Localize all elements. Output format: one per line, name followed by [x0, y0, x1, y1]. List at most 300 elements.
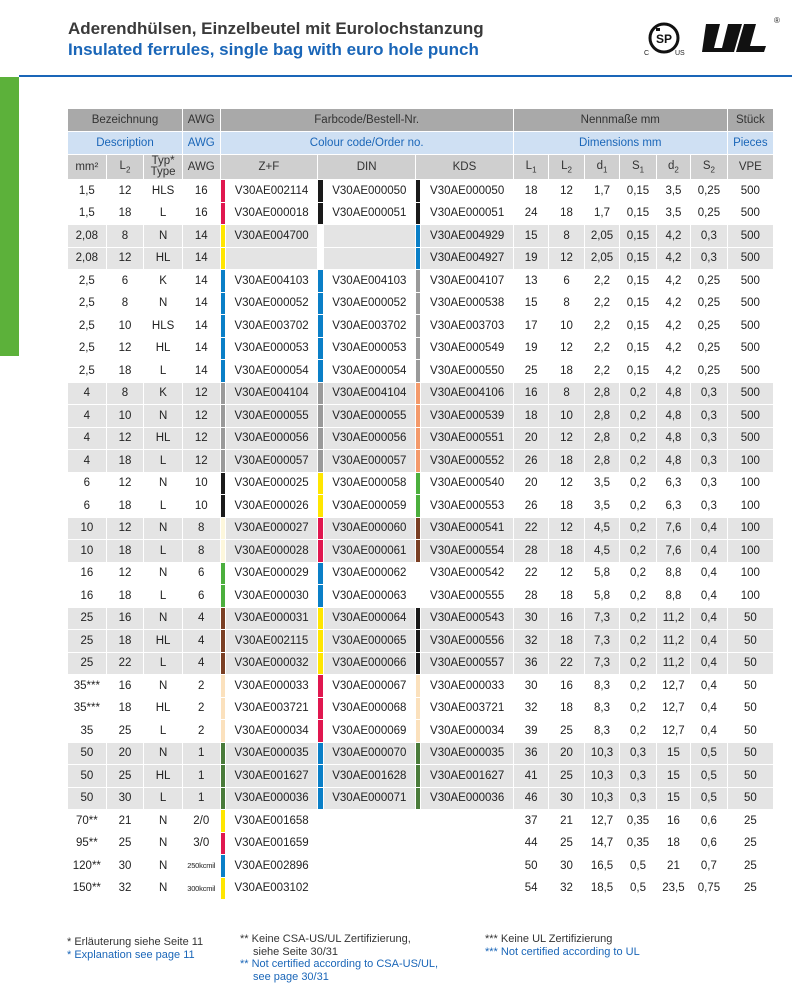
cell-pieces: 50	[727, 630, 773, 653]
cell-dim-l2: 32	[549, 877, 584, 900]
cell-dim-l2: 10	[549, 405, 584, 428]
cell-length-l2: 30	[106, 855, 144, 878]
cell-pieces: 50	[727, 765, 773, 788]
cell-dim-l1: 15	[513, 225, 548, 248]
cell-dim-s1: 0,15	[620, 292, 657, 315]
cell-length-l2: 20	[106, 742, 144, 765]
cell-cross-section: 2,5	[68, 337, 107, 360]
header-bezeichnung: Bezeichnung	[68, 109, 183, 132]
table-row	[68, 292, 774, 315]
cell-length-l2: 16	[106, 675, 144, 698]
cell-dim-s1: 0,5	[620, 855, 657, 878]
cell-dim-l2: 12	[549, 337, 584, 360]
cell-dim-d2: 4,2	[656, 337, 690, 360]
cell-type: N	[144, 810, 183, 833]
table-row	[68, 585, 774, 608]
cell-order-din: V30AE000069	[323, 720, 415, 743]
cell-cross-section: 150**	[68, 877, 107, 900]
cell-dim-s2: 0,25	[691, 337, 728, 360]
cell-type: N	[144, 562, 183, 585]
cell-order-din: V30AE004104	[323, 382, 415, 405]
cell-pieces: 100	[727, 472, 773, 495]
cell-order-kds: V30AE004929	[421, 225, 513, 248]
cell-order-din: V30AE000066	[323, 652, 415, 675]
cell-cross-section: 35***	[68, 675, 107, 698]
col-vpe: VPE	[727, 155, 773, 180]
footnote-type-de: * Erläuterung siehe Seite 11	[67, 936, 204, 948]
cell-order-zf: V30AE000026	[225, 495, 317, 518]
table-row	[68, 652, 774, 675]
cell-dim-l2: 25	[549, 765, 584, 788]
cell-dim-l2: 12	[549, 427, 584, 450]
cell-length-l2: 10	[106, 405, 144, 428]
cell-type: N	[144, 517, 183, 540]
cell-dim-d2: 15	[656, 765, 690, 788]
table-row	[68, 832, 774, 855]
cell-dim-d2: 18	[656, 832, 690, 855]
cell-type: N	[144, 832, 183, 855]
table-row	[68, 225, 774, 248]
cell-dim-l1: 13	[513, 270, 548, 293]
cell-dim-d1: 2,2	[584, 337, 619, 360]
cell-order-zf: V30AE000056	[225, 427, 317, 450]
cell-dim-s2: 0,4	[691, 585, 728, 608]
cell-dim-s2: 0,25	[691, 202, 728, 225]
cell-pieces: 25	[727, 832, 773, 855]
cell-order-din: V30AE000058	[323, 472, 415, 495]
cell-type: L	[144, 787, 183, 810]
cell-order-din: V30AE000052	[323, 292, 415, 315]
cell-order-zf: V30AE000052	[225, 292, 317, 315]
cell-dim-s1: 0,2	[620, 607, 657, 630]
cell-dim-l2: 22	[549, 652, 584, 675]
cell-dim-d1: 16,5	[584, 855, 619, 878]
cell-dim-l1: 32	[513, 630, 548, 653]
cell-dim-s2: 0,4	[691, 675, 728, 698]
cell-awg: 250kcmil	[182, 855, 220, 878]
cell-dim-d1: 5,8	[584, 562, 619, 585]
cell-dim-l1: 30	[513, 607, 548, 630]
cell-awg: 10	[182, 472, 220, 495]
cell-order-kds: V30AE000035	[421, 742, 513, 765]
cell-dim-l2: 12	[549, 247, 584, 270]
table-row	[68, 742, 774, 765]
cell-order-zf: V30AE003102	[225, 877, 317, 900]
cell-order-kds: V30AE000538	[421, 292, 513, 315]
table-row	[68, 337, 774, 360]
cell-pieces: 50	[727, 697, 773, 720]
table-row	[68, 787, 774, 810]
cell-length-l2: 12	[106, 562, 144, 585]
cell-type: L	[144, 360, 183, 383]
cell-dim-l1: 22	[513, 562, 548, 585]
cell-length-l2: 12	[106, 247, 144, 270]
cell-cross-section: 25	[68, 607, 107, 630]
cell-dim-d2: 4,2	[656, 292, 690, 315]
cell-dim-s2: 0,25	[691, 270, 728, 293]
cell-dim-s1: 0,2	[620, 495, 657, 518]
cell-dim-d1: 8,3	[584, 675, 619, 698]
cell-dim-l2: 12	[549, 562, 584, 585]
cell-order-kds: V30AE000050	[421, 180, 513, 203]
cell-pieces: 50	[727, 720, 773, 743]
cell-cross-section: 16	[68, 562, 107, 585]
cell-type: L	[144, 652, 183, 675]
cell-order-din: V30AE000065	[323, 630, 415, 653]
cell-type: L	[144, 495, 183, 518]
cell-dim-s1: 0,5	[620, 877, 657, 900]
cell-length-l2: 25	[106, 765, 144, 788]
page-title-de: Aderendhülsen, Einzelbeutel mit Eurolochstanzung	[68, 19, 484, 38]
cell-awg: 12	[182, 405, 220, 428]
cell-type: L	[144, 540, 183, 563]
cell-dim-d2: 15	[656, 787, 690, 810]
cell-pieces: 50	[727, 652, 773, 675]
cell-order-kds: V30AE000033	[421, 675, 513, 698]
header-row-columns	[68, 155, 774, 180]
cell-dim-d2: 7,6	[656, 517, 690, 540]
table-row	[68, 675, 774, 698]
cell-dim-d1: 2,8	[584, 427, 619, 450]
cell-type: L	[144, 585, 183, 608]
cell-awg: 4	[182, 607, 220, 630]
col-d1: $d_1$	[584, 155, 619, 180]
cell-order-kds	[421, 877, 513, 900]
cell-order-zf: V30AE000031	[225, 607, 317, 630]
cell-order-kds: V30AE000051	[421, 202, 513, 225]
cell-pieces: 50	[727, 742, 773, 765]
cell-cross-section: 70**	[68, 810, 107, 833]
cell-dim-l1: 15	[513, 292, 548, 315]
cell-order-kds: V30AE004927	[421, 247, 513, 270]
cell-type: HL	[144, 337, 183, 360]
footnote-ul-en: *** Not certified according to UL	[485, 945, 640, 958]
cell-dim-s2: 0,4	[691, 720, 728, 743]
cell-dim-d1: 8,3	[584, 720, 619, 743]
cell-order-kds: V30AE000551	[421, 427, 513, 450]
cell-dim-s1: 0,15	[620, 225, 657, 248]
cell-length-l2: 18	[106, 697, 144, 720]
cell-cross-section: 1,5	[68, 202, 107, 225]
cell-dim-l1: 32	[513, 697, 548, 720]
cell-pieces: 500	[727, 225, 773, 248]
cell-dim-l1: 24	[513, 202, 548, 225]
footnote-ul-de: *** Keine UL Zertifizierung	[485, 933, 613, 945]
cell-dim-d2: 6,3	[656, 495, 690, 518]
cell-type: HL	[144, 630, 183, 653]
cell-order-zf: V30AE000028	[225, 540, 317, 563]
cell-type: N	[144, 405, 183, 428]
cell-order-din: V30AE000053	[323, 337, 415, 360]
cell-length-l2: 18	[106, 630, 144, 653]
cell-dim-d1: 2,8	[584, 382, 619, 405]
cell-order-zf: V30AE000057	[225, 450, 317, 473]
table-row	[68, 877, 774, 900]
table-row	[68, 810, 774, 833]
cell-dim-s2: 0,25	[691, 315, 728, 338]
cell-length-l2: 8	[106, 382, 144, 405]
cell-dim-d2: 6,3	[656, 472, 690, 495]
table-row	[68, 855, 774, 878]
table-row	[68, 405, 774, 428]
cell-pieces: 50	[727, 675, 773, 698]
cell-dim-s1: 0,2	[620, 697, 657, 720]
cell-order-zf: V30AE000030	[225, 585, 317, 608]
cell-order-zf: V30AE003702	[225, 315, 317, 338]
cell-dim-d1: 12,7	[584, 810, 619, 833]
cell-dim-l2: 18	[549, 495, 584, 518]
cell-length-l2: 25	[106, 832, 144, 855]
cell-dim-s2: 0,3	[691, 405, 728, 428]
cell-order-kds: V30AE000541	[421, 517, 513, 540]
col-awg: AWG	[182, 155, 220, 180]
cell-length-l2: 12	[106, 180, 144, 203]
cell-dim-s1: 0,35	[620, 832, 657, 855]
cell-cross-section: 4	[68, 450, 107, 473]
header-farbcode: Farbcode/Bestell-Nr.	[220, 109, 513, 132]
cell-order-zf: V30AE003721	[225, 697, 317, 720]
cell-length-l2: 16	[106, 607, 144, 630]
cell-cross-section: 2,5	[68, 315, 107, 338]
cell-dim-d1: 3,5	[584, 472, 619, 495]
cell-pieces: 500	[727, 202, 773, 225]
cell-pieces: 500	[727, 315, 773, 338]
table-row	[68, 360, 774, 383]
cell-order-kds: V30AE003721	[421, 697, 513, 720]
cell-dim-s1: 0,2	[620, 472, 657, 495]
cell-dim-s2: 0,25	[691, 292, 728, 315]
footnote-csa-en-2: see page 30/31	[253, 970, 329, 983]
cell-order-din: V30AE003702	[323, 315, 415, 338]
header-row-en	[68, 132, 774, 155]
cell-dim-s2: 0,5	[691, 787, 728, 810]
header-colour-code: Colour code/Order no.	[220, 132, 513, 155]
cell-dim-d2: 8,8	[656, 562, 690, 585]
cell-pieces: 100	[727, 517, 773, 540]
cell-dim-s1: 0,15	[620, 315, 657, 338]
cell-dim-s2: 0,25	[691, 180, 728, 203]
cell-dim-s2: 0,3	[691, 450, 728, 473]
cell-awg: 14	[182, 337, 220, 360]
cell-dim-s2: 0,3	[691, 382, 728, 405]
cell-pieces: 500	[727, 270, 773, 293]
cell-cross-section: 10	[68, 540, 107, 563]
cell-order-kds: V30AE004107	[421, 270, 513, 293]
cell-dim-d2: 3,5	[656, 202, 690, 225]
cell-pieces: 100	[727, 450, 773, 473]
cell-length-l2: 18	[106, 540, 144, 563]
cell-order-din: V30AE000059	[323, 495, 415, 518]
cell-cross-section: 4	[68, 405, 107, 428]
cell-dim-s2: 0,5	[691, 742, 728, 765]
cell-awg: 14	[182, 292, 220, 315]
cell-dim-d2: 4,8	[656, 427, 690, 450]
cell-cross-section: 4	[68, 427, 107, 450]
cell-dim-l1: 39	[513, 720, 548, 743]
cell-dim-d2: 4,8	[656, 382, 690, 405]
cell-type: N	[144, 472, 183, 495]
cell-order-kds: V30AE000550	[421, 360, 513, 383]
cell-cross-section: 120**	[68, 855, 107, 878]
cell-cross-section: 25	[68, 652, 107, 675]
cell-dim-d2: 21	[656, 855, 690, 878]
cell-cross-section: 6	[68, 495, 107, 518]
cell-dim-l2: 8	[549, 382, 584, 405]
cell-dim-d2: 4,2	[656, 315, 690, 338]
cell-awg: 2/0	[182, 810, 220, 833]
cell-dim-s1: 0,2	[620, 630, 657, 653]
cell-order-zf: V30AE001627	[225, 765, 317, 788]
cell-cross-section: 2,5	[68, 292, 107, 315]
cell-awg: 2	[182, 675, 220, 698]
cell-order-din	[323, 247, 415, 270]
col-d2: $d_2$	[656, 155, 690, 180]
cell-pieces: 500	[727, 405, 773, 428]
table-row	[68, 607, 774, 630]
table-row	[68, 765, 774, 788]
cell-dim-l2: 16	[549, 675, 584, 698]
cell-dim-l1: 19	[513, 337, 548, 360]
cell-cross-section: 50	[68, 765, 107, 788]
cell-dim-l2: 18	[549, 630, 584, 653]
cell-dim-s1: 0,3	[620, 742, 657, 765]
footnote-csa-de-1: ** Keine CSA-US/UL Zertifizierung,	[240, 933, 411, 945]
cell-dim-d1: 2,05	[584, 247, 619, 270]
cell-order-zf: V30AE000032	[225, 652, 317, 675]
cell-order-zf: V30AE000033	[225, 675, 317, 698]
cell-order-zf: V30AE001659	[225, 832, 317, 855]
cell-dim-d1: 3,5	[584, 495, 619, 518]
cell-length-l2: 22	[106, 652, 144, 675]
table-row	[68, 180, 774, 203]
cell-dim-l2: 16	[549, 607, 584, 630]
cell-order-din: V30AE000056	[323, 427, 415, 450]
header-pieces: Pieces	[727, 132, 773, 155]
cell-dim-s2: 0,25	[691, 360, 728, 383]
cell-order-zf: V30AE000025	[225, 472, 317, 495]
table-row	[68, 517, 774, 540]
cell-awg: 3/0	[182, 832, 220, 855]
cell-cross-section: 2,5	[68, 360, 107, 383]
cell-dim-l2: 12	[549, 517, 584, 540]
cell-order-din: V30AE000068	[323, 697, 415, 720]
cell-awg: 16	[182, 180, 220, 203]
cell-cross-section: 1,5	[68, 180, 107, 203]
ul-logo-icon	[696, 20, 776, 56]
cell-order-zf: V30AE000034	[225, 720, 317, 743]
cell-type: N	[144, 855, 183, 878]
cell-dim-d2: 7,6	[656, 540, 690, 563]
cell-type: L	[144, 450, 183, 473]
col-type: Typ* Type	[144, 155, 183, 180]
cell-dim-s1: 0,2	[620, 585, 657, 608]
cell-dim-l1: 16	[513, 382, 548, 405]
cell-order-din: V30AE001628	[323, 765, 415, 788]
cell-cross-section: 10	[68, 517, 107, 540]
cell-dim-d1: 7,3	[584, 630, 619, 653]
cell-order-zf: V30AE001658	[225, 810, 317, 833]
cell-dim-l1: 28	[513, 585, 548, 608]
cell-order-din: V30AE000057	[323, 450, 415, 473]
cell-type: K	[144, 270, 183, 293]
cell-order-din	[323, 225, 415, 248]
cell-type: HLS	[144, 180, 183, 203]
cell-dim-s1: 0,15	[620, 270, 657, 293]
header-nennmasse: Nennmaße mm	[513, 109, 727, 132]
cell-dim-d1: 7,3	[584, 607, 619, 630]
cell-length-l2: 6	[106, 270, 144, 293]
cell-order-zf: V30AE000035	[225, 742, 317, 765]
cell-order-din	[323, 855, 415, 878]
cell-dim-l2: 18	[549, 540, 584, 563]
cell-type: HL	[144, 247, 183, 270]
header-description: Description	[68, 132, 183, 155]
cell-pieces: 500	[727, 337, 773, 360]
cell-dim-l1: 18	[513, 405, 548, 428]
cell-dim-l1: 36	[513, 652, 548, 675]
header-row-de	[68, 109, 774, 132]
cell-dim-d2: 15	[656, 742, 690, 765]
cell-dim-d2: 4,2	[656, 360, 690, 383]
cell-awg: 4	[182, 630, 220, 653]
col-l2-dim: $L_2$	[549, 155, 584, 180]
cell-cross-section: 50	[68, 742, 107, 765]
ferrule-table	[67, 108, 774, 900]
cell-length-l2: 12	[106, 427, 144, 450]
cell-dim-s1: 0,3	[620, 787, 657, 810]
cell-cross-section: 95**	[68, 832, 107, 855]
table-row	[68, 630, 774, 653]
footnote-type-en: * Explanation see page 11	[67, 948, 195, 961]
cell-order-din: V30AE000064	[323, 607, 415, 630]
cell-dim-s2: 0,4	[691, 697, 728, 720]
footnote-ul	[485, 933, 640, 958]
cell-dim-d1: 18,5	[584, 877, 619, 900]
cell-dim-d1: 2,2	[584, 270, 619, 293]
cell-type: N	[144, 742, 183, 765]
cell-dim-s2: 0,3	[691, 427, 728, 450]
cell-cross-section: 35	[68, 720, 107, 743]
cell-awg: 1	[182, 765, 220, 788]
cell-order-zf: V30AE000018	[225, 202, 317, 225]
cell-awg: 14	[182, 270, 220, 293]
table-row	[68, 247, 774, 270]
cell-dim-s1: 0,15	[620, 337, 657, 360]
cell-pieces: 500	[727, 180, 773, 203]
cell-dim-l2: 18	[549, 697, 584, 720]
cell-dim-l1: 17	[513, 315, 548, 338]
cell-awg: 16	[182, 202, 220, 225]
cell-pieces: 25	[727, 855, 773, 878]
table-row	[68, 495, 774, 518]
cell-awg: 4	[182, 652, 220, 675]
cell-dim-s2: 0,4	[691, 540, 728, 563]
cell-order-zf	[225, 247, 317, 270]
cell-order-zf: V30AE000053	[225, 337, 317, 360]
table-row	[68, 382, 774, 405]
cell-dim-s2: 0,7	[691, 855, 728, 878]
cell-awg: 12	[182, 450, 220, 473]
cell-dim-s1: 0,2	[620, 517, 657, 540]
table-row	[68, 720, 774, 743]
cell-type: HL	[144, 765, 183, 788]
cell-type: HL	[144, 427, 183, 450]
cell-pieces: 500	[727, 360, 773, 383]
cell-awg: 2	[182, 697, 220, 720]
cell-order-kds: V30AE000543	[421, 607, 513, 630]
cell-dim-d1: 14,7	[584, 832, 619, 855]
cell-dim-s2: 0,4	[691, 630, 728, 653]
